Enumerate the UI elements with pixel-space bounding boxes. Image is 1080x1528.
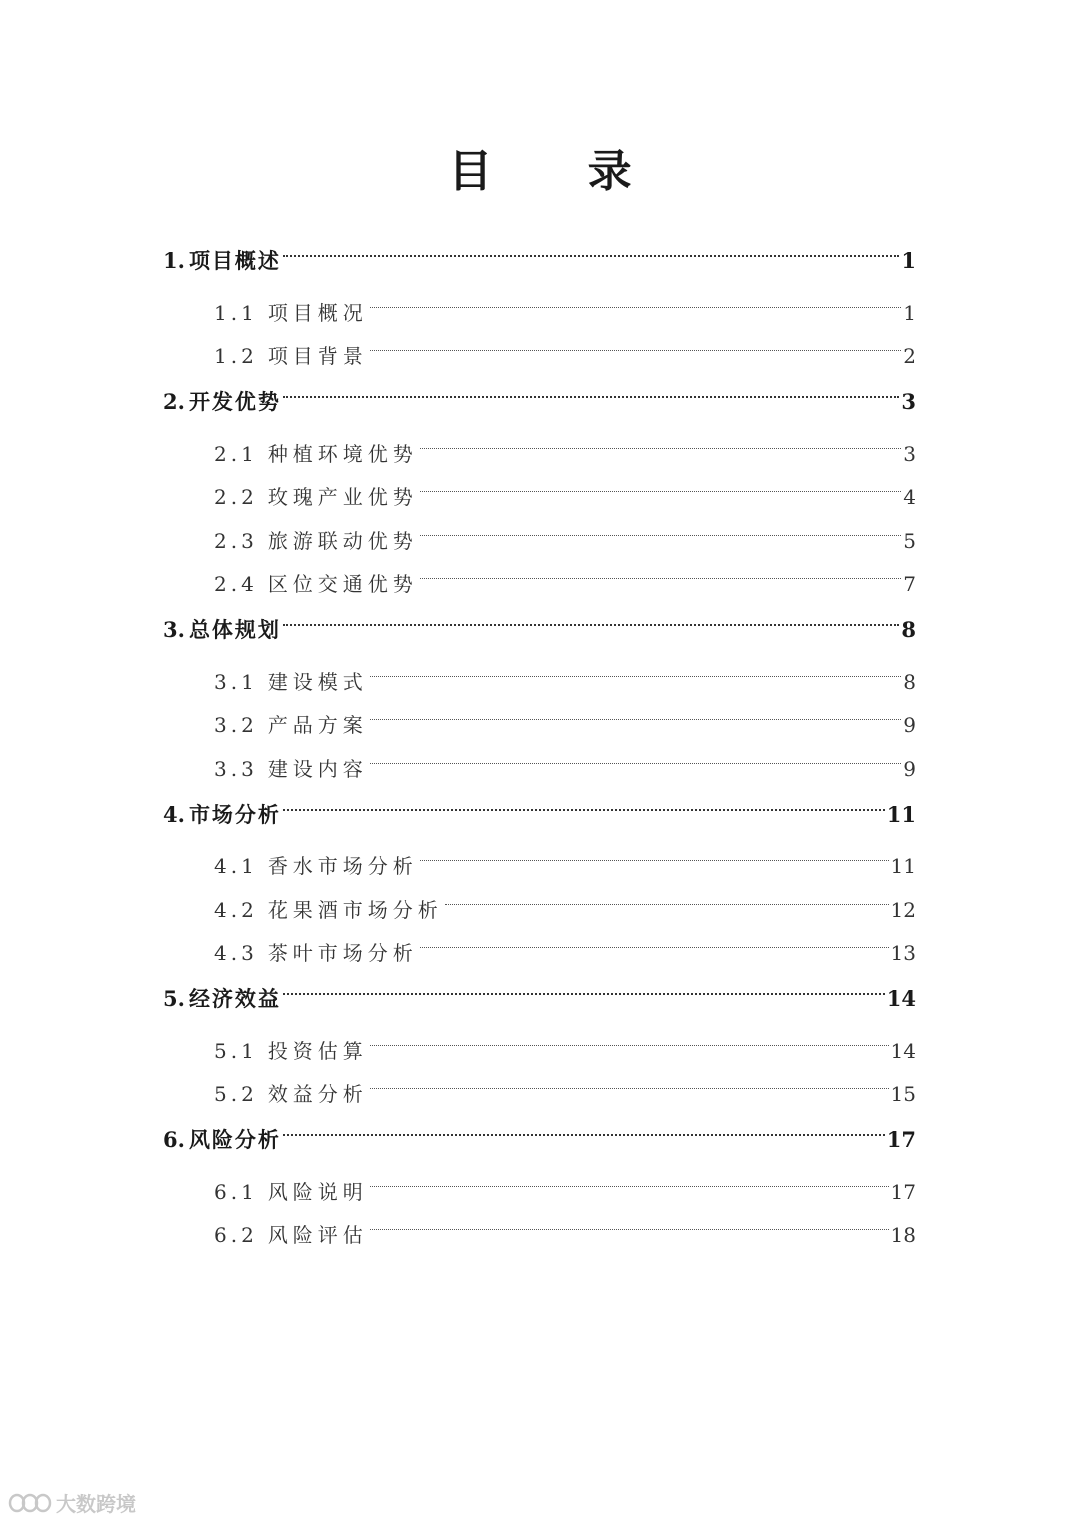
toc-page-number: 14 (886, 986, 916, 1011)
toc-page-number: 15 (890, 1082, 916, 1106)
toc-entry-number: 2.1 (214, 441, 258, 466)
toc-page-number: 11 (890, 854, 916, 878)
toc-entry-label: 花果酒市场分析 (267, 897, 443, 922)
toc-dot-leader (370, 320, 901, 364)
toc-entry-label: 茶叶市场分析 (267, 941, 418, 965)
toc-entry-number: 5.1 (214, 1038, 258, 1063)
toc-dot-leader (283, 224, 899, 268)
toc-entry-number: 4. (163, 801, 185, 827)
watermark-text: 大数跨境 (56, 1492, 136, 1516)
toc-page-number: 17 (890, 1179, 916, 1204)
toc-entry-number: 2. (163, 389, 185, 414)
toc-entry-number: 4.2 (214, 897, 258, 922)
toc-entry-label: 总体规划 (188, 617, 281, 642)
toc-page-number: 5 (903, 528, 916, 553)
toc-page-number: 1 (903, 300, 916, 325)
toc-page-number: 14 (890, 1038, 916, 1063)
toc-page-number: 4 (903, 485, 916, 509)
toc-entry-number: 5.2 (214, 1082, 258, 1106)
toc-entry-number: 3.2 (214, 713, 258, 737)
toc-dot-leader (283, 962, 885, 1006)
toc-entry-label: 风险说明 (267, 1179, 368, 1204)
toc-entry-label: 项目概况 (267, 300, 368, 325)
toc-entry-label: 建设模式 (267, 669, 368, 694)
toc-entry-label: 建设内容 (267, 756, 368, 781)
toc-page-number: 9 (903, 713, 916, 737)
toc-entry-number: 2.3 (214, 528, 258, 553)
toc-entry-number: 1. (163, 248, 185, 273)
toc-entry-label: 种植环境优势 (267, 441, 418, 466)
toc-page-number: 12 (890, 897, 916, 922)
toc-dot-leader (370, 645, 901, 689)
toc-entry-number: 4.3 (214, 941, 258, 965)
toc-entry-number: 6.1 (214, 1179, 258, 1204)
toc-dot-leader (420, 548, 901, 592)
toc-entry-number: 3.1 (214, 669, 258, 694)
toc-entry-label: 项目概述 (188, 248, 281, 273)
toc-entry-number: 1.1 (214, 300, 258, 325)
toc-entry-label: 市场分析 (188, 801, 281, 827)
toc-dot-leader (420, 417, 901, 461)
page-title: 目 录 (448, 146, 672, 197)
table-of-contents (163, 222, 916, 1247)
toc-dot-leader (370, 732, 901, 776)
toc-dot-leader (420, 917, 889, 961)
toc-section-entry[interactable] (163, 224, 916, 273)
toc-dot-leader (283, 1103, 885, 1147)
toc-dot-leader (370, 1014, 889, 1058)
toc-dot-leader (420, 504, 901, 548)
toc-entry-label: 经济效益 (188, 986, 281, 1011)
toc-dot-leader (370, 1199, 889, 1243)
toc-dot-leader (283, 365, 899, 409)
toc-entry-number: 3. (163, 617, 185, 642)
toc-entry-label: 玫瑰产业优势 (267, 485, 418, 509)
toc-entry-label: 风险评估 (267, 1223, 368, 1247)
toc-page-number: 11 (886, 801, 916, 827)
toc-page-number: 8 (901, 617, 916, 642)
toc-page-number: 3 (903, 441, 916, 466)
toc-entry-label: 投资估算 (267, 1038, 368, 1063)
toc-page-number: 18 (890, 1223, 916, 1247)
toc-dot-leader (370, 1155, 889, 1199)
toc-entry-number: 2.4 (214, 572, 258, 596)
toc-entry-label: 香水市场分析 (267, 854, 418, 878)
toc-entry-label: 风险分析 (188, 1127, 281, 1152)
toc-dot-leader (370, 1058, 889, 1102)
toc-page-number: 8 (903, 669, 916, 694)
toc-page-number: 3 (901, 389, 916, 414)
toc-dot-leader (420, 830, 889, 874)
toc-dot-leader (283, 593, 899, 637)
watermark (8, 1488, 136, 1517)
toc-entry-label: 区位交通优势 (267, 572, 418, 596)
dashujk-logo-icon (8, 1492, 52, 1514)
toc-entry-label: 效益分析 (267, 1082, 368, 1106)
toc-entry-number: 3.3 (214, 756, 258, 781)
toc-entry-label: 项目背景 (267, 344, 368, 368)
toc-page-number: 1 (901, 248, 916, 273)
toc-entry-label: 旅游联动优势 (267, 528, 418, 553)
toc-entry-number: 6.2 (214, 1223, 258, 1247)
toc-dot-leader (420, 461, 901, 505)
toc-dot-leader (370, 689, 901, 733)
toc-dot-leader (370, 276, 901, 320)
toc-entry-number: 2.2 (214, 485, 258, 509)
toc-page-number: 9 (903, 756, 916, 781)
toc-page-number: 17 (886, 1127, 916, 1152)
toc-page-number: 2 (903, 344, 916, 368)
toc-entry-number: 6. (163, 1127, 185, 1152)
toc-dot-leader (445, 873, 889, 917)
toc-entry-number: 1.2 (214, 344, 258, 368)
toc-page-number: 7 (903, 572, 916, 596)
toc-entry-number: 4.1 (214, 854, 258, 878)
toc-entry-label: 开发优势 (188, 389, 281, 414)
toc-entry-number: 5. (163, 986, 185, 1011)
toc-entry-label: 产品方案 (267, 713, 368, 737)
toc-page-number: 13 (890, 941, 916, 965)
toc-dot-leader (283, 778, 885, 822)
